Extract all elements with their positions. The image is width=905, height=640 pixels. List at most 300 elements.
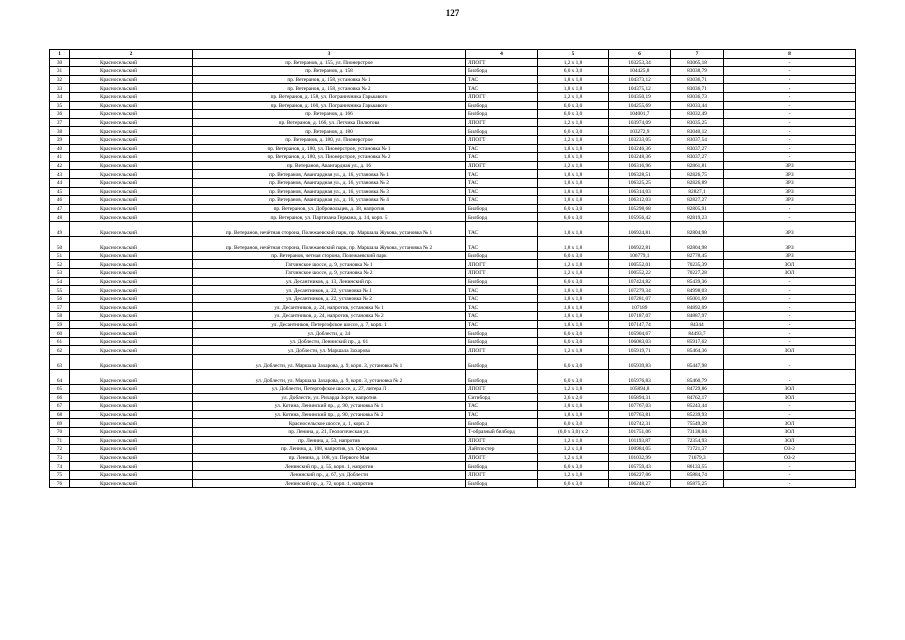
table-row	[50, 402, 856, 411]
table-row	[50, 236, 856, 251]
table-cell: Красносельский	[70, 337, 193, 346]
table-cell: ЛПОГТ	[466, 470, 538, 479]
table-cell: Билборд	[466, 204, 538, 213]
table-cell: 105956,42	[609, 213, 671, 222]
table-cell: ЗРЗ	[724, 251, 856, 260]
table-cell: ТАС	[466, 153, 538, 162]
table-cell: 51	[50, 251, 70, 260]
table-cell: ТАС	[466, 196, 538, 205]
table-cell: 47	[50, 204, 70, 213]
table-cell: Гатчинское шоссе, д. 9, установка № 2	[193, 269, 466, 278]
table-cell: ЗОЛ	[724, 260, 856, 269]
table-cell: ул. Десантников, д. 22, установка № 1	[193, 286, 466, 295]
table-cell: -	[724, 75, 856, 84]
table-cell: ул. Десантников, д. 22, установка № 2	[193, 294, 466, 303]
column-header: 3	[193, 50, 466, 59]
table-cell: 104255,69	[609, 101, 671, 110]
table-cell: ЛПОГТ	[466, 436, 538, 445]
table-cell: Красносельский	[70, 213, 193, 222]
table-cell: ТАС	[466, 178, 538, 187]
table-cell: -	[724, 153, 856, 162]
table-cell: 55	[50, 286, 70, 295]
table-cell: 72	[50, 445, 70, 454]
table-cell: 6,0 х 3,0	[538, 213, 609, 222]
table-cell: 82804,98	[671, 236, 724, 251]
table-cell: 82861,81	[671, 161, 724, 170]
table-cell: 85447,98	[671, 355, 724, 370]
table-cell: Ленинский пр., д. 55, корп. 1, напротив	[193, 462, 466, 471]
table-cell: Т-образный билборд	[466, 427, 538, 436]
table-cell: 6,0 х 3,0	[538, 337, 609, 346]
table-cell: -	[724, 479, 856, 488]
table-cell: Красносельский	[70, 462, 193, 471]
table-cell: Лайтпостер	[466, 445, 538, 454]
table-cell: 65	[50, 385, 70, 394]
table-cell: Красносельский	[70, 251, 193, 260]
table-cell: Красносельский	[70, 260, 193, 269]
table-cell: Красносельский	[70, 410, 193, 419]
table-cell: 82826,89	[671, 178, 724, 187]
table-cell: (6,0 х 3,0) х 2	[538, 427, 609, 436]
table-cell: 83036,73	[671, 92, 724, 101]
table-cell: Красносельский	[70, 453, 193, 462]
table-cell: Билборд	[466, 277, 538, 286]
table-cell: ЗОЛ	[724, 427, 856, 436]
table-cell: Красносельский	[70, 277, 193, 286]
table-cell: ул. Десантников, Петергофское шоссе, д. 7, корп. 1	[193, 320, 466, 329]
table-row	[50, 346, 856, 355]
column-header: 7	[671, 50, 724, 59]
table-cell: 105298,68	[609, 204, 671, 213]
table-cell: Красносельский	[70, 355, 193, 370]
table-cell: Красносельский	[70, 370, 193, 385]
table-cell: 84892,09	[671, 303, 724, 312]
table-cell: ул. Котина, Ленинский пр., д. 90, установка № 1	[193, 402, 466, 411]
table-cell: ЗРЗ	[724, 161, 856, 170]
table-cell: Красносельский	[70, 153, 193, 162]
table-row	[50, 153, 856, 162]
table-cell: 48	[50, 213, 70, 222]
table-cell: 105919,71	[609, 346, 671, 355]
table-cell: 1,8 х 1,8	[538, 320, 609, 329]
table-cell: 85001,69	[671, 294, 724, 303]
table-cell: -	[724, 312, 856, 321]
table-cell: 3,6 х 2,6	[538, 393, 609, 402]
table-cell: -	[724, 135, 856, 144]
table-cell: 103974,09	[609, 118, 671, 127]
table-cell: Красносельский	[70, 419, 193, 428]
table-cell: 1,8 х 1,8	[538, 221, 609, 236]
table-cell: Красносельский	[70, 427, 193, 436]
table-cell: 100552,22	[609, 269, 671, 278]
table-cell: 60	[50, 329, 70, 338]
table-cell: пр. Ветеранов, Авангардная ул., д. 16, установка № 2	[193, 178, 466, 187]
table-cell: -	[724, 110, 856, 119]
table-cell: 72354,93	[671, 436, 724, 445]
table-cell: пр. Ветеранов, д. 158	[193, 67, 466, 76]
table-cell: 83035,25	[671, 118, 724, 127]
table-row	[50, 170, 856, 179]
table-row	[50, 75, 856, 84]
table-cell: -	[724, 370, 856, 385]
table-cell: Красносельское шоссе, д. 1, корп. 2	[193, 419, 466, 428]
table-cell: 100984,05	[609, 445, 671, 454]
table-cell: ЛПОГТ	[466, 92, 538, 101]
table-cell: Красносельский	[70, 178, 193, 187]
table-row	[50, 337, 856, 346]
table-cell: 104373,12	[609, 75, 671, 84]
table-cell: ЛПОГТ	[466, 161, 538, 170]
table-cell: 1,8 х 1,8	[538, 236, 609, 251]
table-cell: Красносельский	[70, 385, 193, 394]
table-cell: 1,2 х 1,8	[538, 260, 609, 269]
table-cell: 82827,27	[671, 196, 724, 205]
table-cell: 6,0 х 3,0	[538, 251, 609, 260]
table-cell: 85243,44	[671, 402, 724, 411]
table-cell: Красносельский	[70, 402, 193, 411]
table-cell: ТАС	[466, 410, 538, 419]
table-cell: 106316,96	[609, 161, 671, 170]
table-cell: -	[724, 462, 856, 471]
table-cell: 1,8 х 1,8	[538, 153, 609, 162]
table-cell: ЛПОГТ	[466, 118, 538, 127]
table-cell: пр. Ветеранов, д. 155, ул. Пионерстрое	[193, 58, 466, 67]
table-cell: 53	[50, 269, 70, 278]
table-cell: 83037,54	[671, 135, 724, 144]
table-cell: 62	[50, 346, 70, 355]
table-row	[50, 393, 856, 402]
table-cell: 50	[50, 236, 70, 251]
table-cell: -	[724, 92, 856, 101]
table-cell: 43	[50, 170, 70, 179]
table-cell: Красносельский	[70, 101, 193, 110]
table-cell: ЗРЗ	[724, 170, 856, 179]
table-cell: 103248,36	[609, 153, 671, 162]
table-cell: ЗРЗ	[724, 178, 856, 187]
table-cell: 37	[50, 118, 70, 127]
table-cell: 82804,98	[671, 221, 724, 236]
table-cell: -	[724, 320, 856, 329]
table-cell: ул. Десантников, д. 24, напротив, установка № 1	[193, 303, 466, 312]
table-cell: пр. Ветеранов, Авангардная ул., д. 16, установка № 4	[193, 196, 466, 205]
table-cell: -	[724, 402, 856, 411]
table-cell: Билборд	[466, 101, 538, 110]
table-cell: 103272,9	[609, 127, 671, 136]
table-cell: 6,0 х 3,0	[538, 462, 609, 471]
table-row	[50, 144, 856, 153]
table-cell: 84493,7	[671, 329, 724, 338]
table-cell: 102742,31	[609, 419, 671, 428]
table-cell: ЗРЗ	[724, 221, 856, 236]
table-cell: 101751,06	[609, 427, 671, 436]
table-cell: 86133,55	[671, 462, 724, 471]
table-cell: -	[724, 294, 856, 303]
table-row	[50, 445, 856, 454]
table-cell: 1,8 х 1,8	[538, 196, 609, 205]
table-cell: 85875,25	[671, 479, 724, 488]
table-cell: 83033,44	[671, 101, 724, 110]
table-cell: пр. Ветеранов, нечётная сторона, Полежаевский парк, пр. Маршала Жукова, установка № 2	[193, 236, 466, 251]
table-cell: 39	[50, 135, 70, 144]
table-cell: 101193,87	[609, 436, 671, 445]
table-cell: Красносельский	[70, 236, 193, 251]
table-cell: 38	[50, 127, 70, 136]
page-number: 127	[445, 8, 460, 18]
table-cell: ул. Доблести, ул. Маршала Захарова	[193, 346, 466, 355]
table-cell: 83040,12	[671, 127, 724, 136]
table-cell: 58	[50, 312, 70, 321]
advertising-structures-table	[49, 49, 856, 488]
table-cell: 84887,97	[671, 312, 724, 321]
table-cell: 1,8 х 1,8	[538, 187, 609, 196]
table-cell: 106312,03	[609, 196, 671, 205]
table-cell: Билборд	[466, 213, 538, 222]
table-cell: 105904,67	[609, 329, 671, 338]
table-cell: 6,0 х 3,0	[538, 67, 609, 76]
table-cell: 32	[50, 75, 70, 84]
table-row	[50, 470, 856, 479]
table-cell: -	[724, 337, 856, 346]
table-cell: -	[724, 410, 856, 419]
table-cell: 85917,62	[671, 337, 724, 346]
table-cell: -	[724, 84, 856, 93]
table-row	[50, 161, 856, 170]
table-cell: Красносельский	[70, 346, 193, 355]
table-cell: пр. Ветеранов, д. 158, установка № 2	[193, 84, 466, 93]
table-cell: Ленинский пр., д. 72, корп. 1, напротив	[193, 479, 466, 488]
table-cell: ул. Доблести, д. 34	[193, 329, 466, 338]
table-cell: 71	[50, 436, 70, 445]
table-cell: 84998,03	[671, 286, 724, 295]
table-cell: пр. Ветеранов, Авангардная ул., д. 16, установка № 1	[193, 170, 466, 179]
table-cell: Красносельский	[70, 118, 193, 127]
table-row	[50, 135, 856, 144]
table-cell: 106922,81	[609, 236, 671, 251]
table-cell: Красносельский	[70, 286, 193, 295]
table-cell: -	[724, 58, 856, 67]
table-cell: Красносельский	[70, 269, 193, 278]
table-cell: 82805,91	[671, 204, 724, 213]
table-cell: 106248,27	[609, 479, 671, 488]
table-cell: 70	[50, 427, 70, 436]
table-cell: 6,0 х 3,0	[538, 419, 609, 428]
table-cell: 1,8 х 1,8	[538, 178, 609, 187]
table-cell: ТАС	[466, 236, 538, 251]
table-cell: 107767,03	[609, 402, 671, 411]
table-row	[50, 329, 856, 338]
table-cell: 106083,03	[609, 337, 671, 346]
table-cell: 36	[50, 110, 70, 119]
table-cell: Красносельский	[70, 470, 193, 479]
table-cell: Красносельский	[70, 479, 193, 488]
table-row	[50, 419, 856, 428]
table-cell: 106227,06	[609, 470, 671, 479]
table-cell: 106314,03	[609, 187, 671, 196]
table-row	[50, 101, 856, 110]
table-cell: пр. Ветеранов, д. 166	[193, 110, 466, 119]
table-row	[50, 277, 856, 286]
table-row	[50, 187, 856, 196]
table-cell: 73	[50, 453, 70, 462]
table-cell: 67	[50, 402, 70, 411]
table-cell: ЛПОГТ	[466, 269, 538, 278]
table-cell: 1,8 х 1,8	[538, 402, 609, 411]
table-row	[50, 58, 856, 67]
table-cell: 31	[50, 67, 70, 76]
table-cell: Красносельский	[70, 294, 193, 303]
table-cell: 1,8 х 1,8	[538, 75, 609, 84]
table-cell: 73138,04	[671, 427, 724, 436]
table-cell: 104001,7	[609, 110, 671, 119]
table-cell: ул. Доблести, Петергофское шоссе, д. 27, литера Л	[193, 385, 466, 394]
table-cell: Красносельский	[70, 436, 193, 445]
table-cell: 85460,79	[671, 370, 724, 385]
table-cell: ЛПОГТ	[466, 453, 538, 462]
table-cell: 46	[50, 196, 70, 205]
table-cell: 69	[50, 419, 70, 428]
table-cell: 85239,93	[671, 410, 724, 419]
table-cell: пр. Ленина, д. 108, ул. Первого Мая	[193, 453, 466, 462]
table-row	[50, 260, 856, 269]
table-cell: 1,2 х 1,8	[538, 161, 609, 170]
table-cell: 107187,07	[609, 312, 671, 321]
table-cell: ТАС	[466, 221, 538, 236]
table-cell: 63	[50, 355, 70, 370]
table-cell: 49	[50, 221, 70, 236]
table-cell: 1,8 х 1,8	[538, 286, 609, 295]
table-cell: 61	[50, 337, 70, 346]
table-cell: 104375,12	[609, 84, 671, 93]
table-cell: пр. Ветеранов, д. 158, установка № 1	[193, 75, 466, 84]
table-cell: 103246,36	[609, 144, 671, 153]
table-row	[50, 436, 856, 445]
table-cell: 107189	[609, 303, 671, 312]
table-row	[50, 385, 856, 394]
table-cell: 40	[50, 144, 70, 153]
table-cell: 107424,82	[609, 277, 671, 286]
table-cell: ЛПОГТ	[466, 346, 538, 355]
table-cell: пр. Ветеранов, д. 180, ул. Пионерстрое, установка № 2	[193, 153, 466, 162]
table-cell: ЛПОГТ	[466, 385, 538, 394]
table-cell: Красносельский	[70, 187, 193, 196]
table-cell: 6,0 х 3,0	[538, 329, 609, 338]
table-cell: ЛПОГТ	[466, 260, 538, 269]
table-cell: пр. Ветеранов, д. 166, ул. Летчика Пилютова	[193, 118, 466, 127]
table-cell: 1,2 х 1,8	[538, 118, 609, 127]
table-cell: -	[724, 286, 856, 295]
table-cell: пр. Ленина, д. 53, напротив	[193, 436, 466, 445]
table-cell: 1,8 х 1,8	[538, 303, 609, 312]
table-cell: Билборд	[466, 462, 538, 471]
table-cell: -	[724, 470, 856, 479]
table-cell: 83065,18	[671, 58, 724, 67]
table-cell: -	[724, 67, 856, 76]
table-row	[50, 479, 856, 488]
table-row	[50, 127, 856, 136]
table-cell: -	[724, 118, 856, 127]
table-cell: 103233,05	[609, 135, 671, 144]
table-cell: 1,2 х 1,8	[538, 385, 609, 394]
table-cell: 1,2 х 1,8	[538, 135, 609, 144]
table-cell: -	[724, 144, 856, 153]
table-cell: 105894,31	[609, 393, 671, 402]
table-cell: пр. Ветеранов, четная сторона, Полежаевский парк	[193, 251, 466, 260]
table-cell: -	[724, 355, 856, 370]
table-cell: 104350,19	[609, 92, 671, 101]
table-cell: 84344	[671, 320, 724, 329]
table-cell: Билборд	[466, 479, 538, 488]
table-cell: ЛПОГТ	[466, 135, 538, 144]
table-cell: ул. Доблести, ул. Рихарда Зорге, напротив	[193, 393, 466, 402]
table-cell: ЗОЛ	[724, 346, 856, 355]
table-cell: Билборд	[466, 251, 538, 260]
table-cell: 71679,3	[671, 453, 724, 462]
table-cell: ТАС	[466, 294, 538, 303]
table-cell: Ситиборд	[466, 393, 538, 402]
table-cell: ТАС	[466, 144, 538, 153]
table-cell: -	[724, 303, 856, 312]
table-cell: 83037,27	[671, 153, 724, 162]
table-row	[50, 92, 856, 101]
table-cell: 41	[50, 153, 70, 162]
table-cell: 1,2 х 1,8	[538, 436, 609, 445]
table-cell: -	[724, 101, 856, 110]
table-cell: ТАС	[466, 402, 538, 411]
table-cell: Красносельский	[70, 393, 193, 402]
table-cell: 1,8 х 1,8	[538, 84, 609, 93]
table-cell: 44	[50, 178, 70, 187]
table-cell: 6,0 х 3,0	[538, 277, 609, 286]
table-cell: ЗОЛ	[724, 385, 856, 394]
table-cell: 82819,23	[671, 213, 724, 222]
table-cell: 107279,34	[609, 286, 671, 295]
table-row	[50, 196, 856, 205]
table-cell: ОЗ-2	[724, 453, 856, 462]
table-cell: ул. Доблести, ул. Маршала Захарова, д. 9, корп. 3, установка № 1	[193, 355, 466, 370]
table-cell: 1,8 х 1,8	[538, 144, 609, 153]
table-cell: 85464,36	[671, 346, 724, 355]
table-cell: 101032,99	[609, 453, 671, 462]
table-cell: 83037,27	[671, 144, 724, 153]
table-cell: 83032,49	[671, 110, 724, 119]
table-row	[50, 303, 856, 312]
table-cell: 104425,8	[609, 67, 671, 76]
table-cell: ЗРЗ	[724, 236, 856, 251]
table-cell: Билборд	[466, 110, 538, 119]
table-cell: Билборд	[466, 67, 538, 76]
table-cell: 107763,81	[609, 410, 671, 419]
table-cell: ЗРЗ	[724, 196, 856, 205]
table-cell: Красносельский	[70, 445, 193, 454]
table-cell: 83038,79	[671, 67, 724, 76]
table-cell: 6,0 х 3,0	[538, 101, 609, 110]
table-cell: 76	[50, 479, 70, 488]
table-cell: 45	[50, 187, 70, 196]
table-cell: 1,2 х 1,8	[538, 58, 609, 67]
table-cell: пр. Ветеранов, д. 180, ул. Пионерстрое, установка № 1	[193, 144, 466, 153]
table-row	[50, 204, 856, 213]
table-cell: 1,2 х 1,8	[538, 445, 609, 454]
table-cell: ЗОЛ	[724, 393, 856, 402]
table-cell: Красносельский	[70, 329, 193, 338]
table-cell: 6,0 х 3,0	[538, 370, 609, 385]
table-cell: Красносельский	[70, 84, 193, 93]
table-cell: Красносельский	[70, 303, 193, 312]
column-header: 8	[724, 50, 856, 59]
table-cell: Гатчинское шоссе, д. 9, установка № 1	[193, 260, 466, 269]
column-header: 1	[50, 50, 70, 59]
table-cell: Красносельский	[70, 144, 193, 153]
